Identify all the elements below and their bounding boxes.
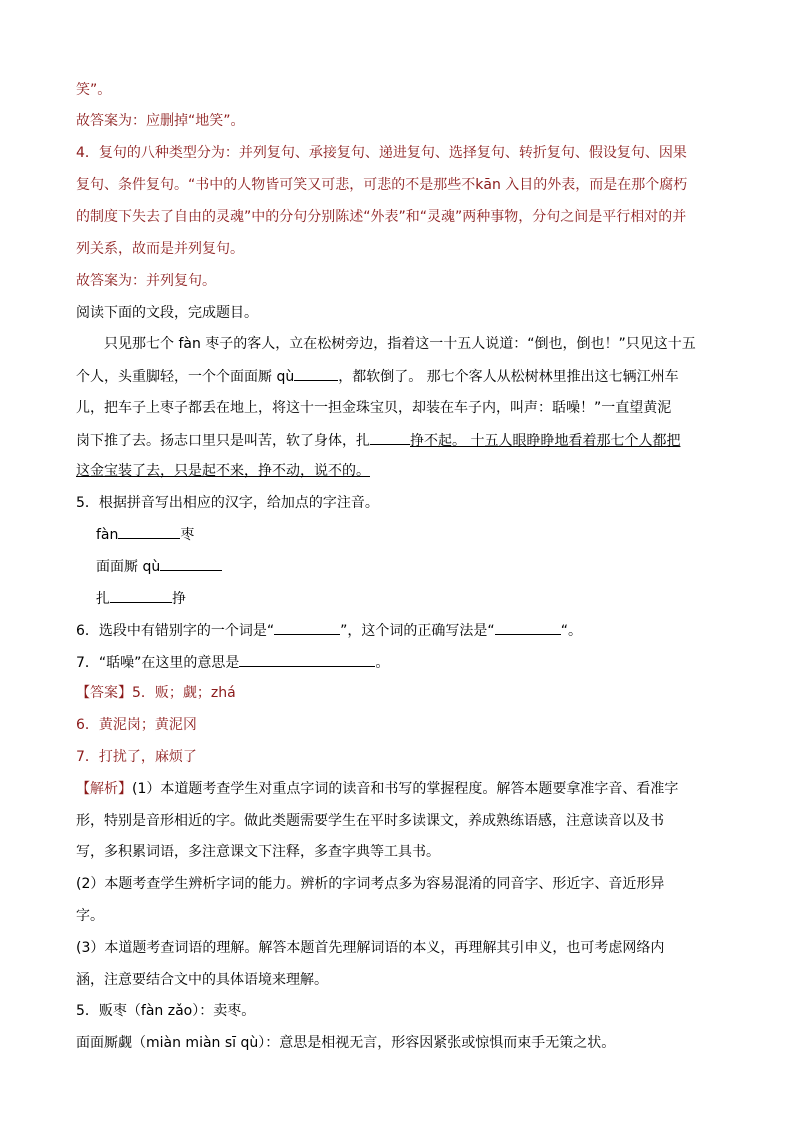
analysis-line-9: 面面厮觑（miàn miàn sī qù）：意思是相视无言，形容因紧张或惊惧而束手无策之状。 bbox=[76, 1035, 616, 1051]
answer-blank bbox=[110, 588, 172, 603]
hanzi-text: 枣 bbox=[180, 527, 195, 543]
hanzi-text: 扎 bbox=[96, 591, 110, 607]
pinyin-text: 面面厮 qù bbox=[96, 559, 161, 575]
analysis-line-2: 形，特别是音形相近的字。做此类题需要学生在平时多读课文，养成熟练语感，注意读音以及书 bbox=[76, 813, 664, 829]
q7-text: 7．“聒噪”在这里的意思是 bbox=[76, 655, 240, 671]
hanzi-text: 挣 bbox=[172, 591, 186, 607]
q6-text: “。 bbox=[560, 623, 582, 639]
underlined-text: 挣不起。 十五人眼睁睁地看着那七个人都把 bbox=[410, 433, 681, 449]
passage-line-1: 只见那七个 fàn 枣子的客人，立在松树旁边，指着这一十五人说道：“倒也，倒也！”只见这十五 bbox=[104, 336, 696, 352]
q5-stem: 5．根据拼音写出相应的汉字，给加点的字注音。 bbox=[76, 495, 379, 511]
q3-tail: 笑”。 bbox=[76, 82, 112, 98]
q4-line-1: 4．复句的八种类型分为：并列复句、承接复句、递进复句、选择复句、转折复句、假设复句、因果 bbox=[76, 145, 687, 161]
analysis-line-1 bbox=[76, 779, 678, 799]
q5-item-3 bbox=[96, 588, 186, 609]
answer-text: 5．贩；觑；zhá bbox=[132, 685, 236, 701]
passage-line-2 bbox=[76, 366, 679, 387]
q5-item-1 bbox=[96, 524, 194, 545]
analysis-line-6: (3）本道题考查词语的理解。解答本题首先理解词语的本义，再理解其引申义，也可考虑网络内 bbox=[76, 940, 665, 956]
passage-line-4 bbox=[76, 430, 680, 451]
q3-answer: 故答案为：应删掉“地笑”。 bbox=[76, 113, 245, 129]
passage-line-5: 这金宝装了去，只是起不来，挣不动，说不的。 bbox=[76, 463, 370, 479]
q4-line-3: 的制度下失去了自由的灵魂”中的分句分别陈述“外表”和“灵魂”两种事物，分句之间是平行相对的并 bbox=[76, 209, 687, 225]
q4-answer: 故答案为：并列复句。 bbox=[76, 273, 216, 289]
answer-label: 【答案】 bbox=[76, 685, 132, 701]
blank-zha bbox=[370, 430, 410, 445]
analysis-label: 【解析】 bbox=[76, 781, 132, 797]
q7-text: 。 bbox=[375, 655, 390, 671]
analysis-text: (1）本道题考查学生对重点字词的读音和书写的掌握程度。解答本题要拿准字音、看准字 bbox=[132, 781, 679, 797]
passage-text: ，都软倒了。 那七个客人从松树林里推出这七辆江州车 bbox=[338, 369, 679, 385]
answer-line-1 bbox=[76, 683, 236, 703]
answer-line-2: 6．黄泥岗；黄泥冈 bbox=[76, 717, 197, 733]
pinyin-text: fàn bbox=[96, 527, 119, 543]
q6-text: ”，这个词的正确写法是“ bbox=[340, 623, 495, 639]
q7 bbox=[76, 652, 389, 673]
blank-qu bbox=[294, 366, 338, 381]
answer-blank bbox=[239, 652, 375, 667]
answer-blank bbox=[274, 620, 340, 635]
answer-blank bbox=[160, 556, 222, 571]
passage-line-3: 儿，把车子上枣子都丢在地上，将这十一担金珠宝贝，却装在车子内，叫声：聒噪！”一直望黄泥 bbox=[76, 400, 672, 416]
analysis-line-3: 写，多积累词语，多注意课文下注释，多查字典等工具书。 bbox=[76, 844, 440, 860]
passage-text: 岗下推了去。扬志口里只是叫苦，软了身体，扎 bbox=[76, 433, 370, 449]
answer-line-3: 7．打扰了，麻烦了 bbox=[76, 749, 197, 765]
q5-item-2 bbox=[96, 556, 222, 577]
q6 bbox=[76, 620, 582, 641]
answer-blank bbox=[495, 620, 561, 635]
analysis-line-4: (2）本题考查学生辨析字词的能力。辨析的字词考点多为容易混淆的同音字、形近字、音近形异 bbox=[76, 876, 665, 892]
analysis-line-5: 字。 bbox=[76, 908, 104, 924]
passage-text: 个人，头重脚轻，一个个面面厮 qù bbox=[76, 369, 295, 385]
q6-text: 6．选段中有错别字的一个词是“ bbox=[76, 623, 275, 639]
analysis-line-8: 5．贩枣（fàn zǎo）：卖枣。 bbox=[76, 1003, 256, 1019]
q4-line-4: 列关系，故而是并列复句。 bbox=[76, 241, 244, 257]
reading-intro: 阅读下面的文段，完成题目。 bbox=[76, 305, 258, 321]
answer-blank bbox=[118, 524, 180, 539]
analysis-line-7: 涵，注意要结合文中的具体语境来理解。 bbox=[76, 972, 328, 988]
q4-line-2: 复句、条件复句。“书中的人物皆可笑又可悲，可悲的不是那些不kān 入目的外表，而是在那个腐朽 bbox=[76, 177, 688, 193]
